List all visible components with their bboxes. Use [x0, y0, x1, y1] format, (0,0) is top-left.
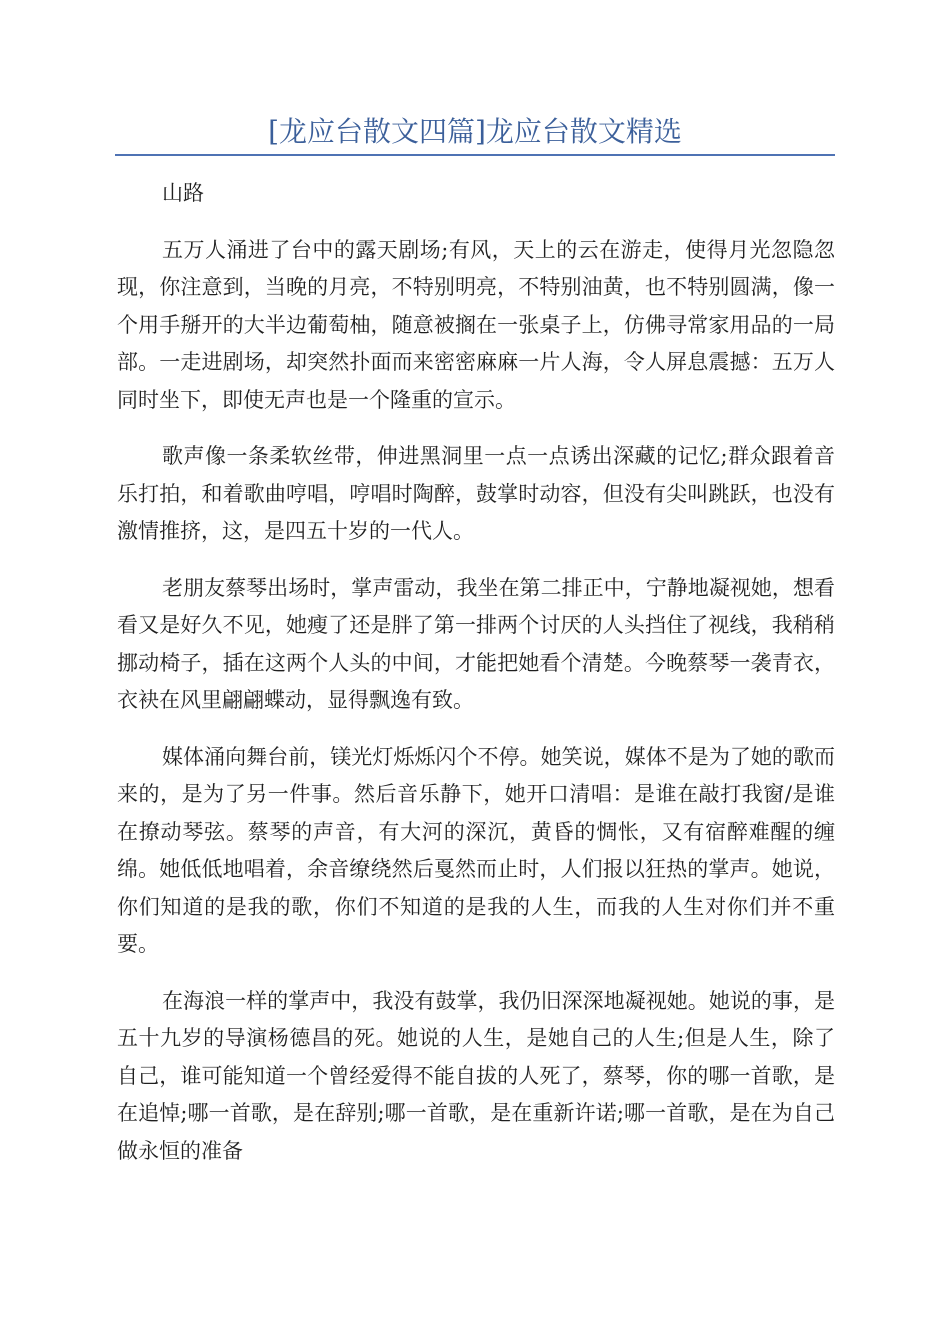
- paragraph-4: 媒体涌向舞台前，镁光灯烁烁闪个不停。她笑说，媒体不是为了她的歌而来的，是为了另一件事。然后音乐静下，她开口清唱：是谁在敲打我窗/是谁在撩动琴弦。蔡琴的声音，有大河的深沉，黄昏的惆怅，又有宿醉难醒的缠绵。她低低地唱着，余音缭绕然后戛然而止时，人们报以狂热的掌声。她说，你们知道的是我的歌，你们不知道的是我的人生，而我的人生对你们并不重要。: [117, 744, 835, 956]
- document-body: [117, 175, 835, 1189]
- paragraph-5: 在海浪一样的掌声中，我没有鼓掌，我仍旧深深地凝视她。她说的事，是五十九岁的导演杨德昌的死。她说的人生，是她自己的人生;但是人生，除了自己，谁可能知道一个曾经爱得不能自拔的人死了，蔡琴，你的哪一首歌，是在追悼;哪一首歌，是在辞别;哪一首歌，是在重新许诺;哪一首歌，是在为自己做永恒的准备: [117, 988, 835, 1163]
- title-underline: [115, 154, 835, 156]
- section-heading: 山路: [162, 181, 204, 205]
- paragraph-2: 歌声像一条柔软丝带，伸进黑洞里一点一点诱出深藏的记忆;群众跟着音乐打拍，和着歌曲哼唱，哼唱时陶醉，鼓掌时动容，但没有尖叫跳跃，也没有激情推挤，这，是四五十岁的一代人。: [117, 444, 835, 543]
- paragraph-1: 五万人涌进了台中的露天剧场;有风，天上的云在游走，使得月光忽隐忽现，你注意到，当晚的月亮，不特别明亮，不特别油黄，也不特别圆满，像一个用手掰开的大半边葡萄柚，随意被搁在一张桌子上，仿佛寻常家用品的一局部。一走进剧场，却突然扑面而来密密麻麻一片人海，令人屏息震撼：五万人同时坐下，即使无声也是一个隆重的宣示。: [117, 237, 835, 412]
- document-title: [龙应台散文四篇]龙应台散文精选: [268, 115, 682, 148]
- paragraph-3: 老朋友蔡琴出场时，掌声雷动，我坐在第二排正中，宁静地凝视她，想看看又是好久不见，她瘦了还是胖了第一排两个讨厌的人头挡住了视线，我稍稍挪动椅子，插在这两个人头的中间，才能把她看个清楚。今晚蔡琴一袭青衣，衣袂在风里翩翩蝶动，显得飘逸有致。: [117, 575, 835, 712]
